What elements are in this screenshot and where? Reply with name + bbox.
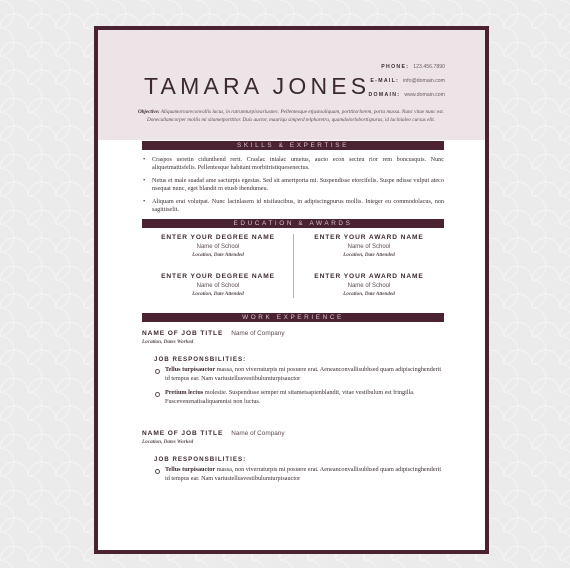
award-entry <box>294 233 444 260</box>
education-title: ENTER YOUR DEGREE NAME <box>161 234 275 241</box>
job-title: NAME OF JOB TITLE <box>142 330 224 337</box>
contact-domain <box>368 88 445 102</box>
responsibilities-heading: JOB RESPONSBILITIES: <box>154 456 247 463</box>
responsibilities-list <box>154 466 444 483</box>
contact-email <box>368 74 445 88</box>
contact-domain-label: DOMAIN: <box>368 92 401 98</box>
objective-label: Objective: <box>138 109 160 115</box>
contact-email-label: E-MAIL: <box>370 78 400 84</box>
responsibility-lead: Tellus turpisauctor <box>165 466 216 473</box>
contact-domain-value: www.domain.com <box>404 92 445 98</box>
job-entry <box>142 326 444 412</box>
education-location: Location, Date Attended <box>192 291 244 297</box>
resume-sheet <box>94 26 489 554</box>
candidate-name: TAMARA JONES <box>144 73 371 99</box>
education-divider <box>293 234 294 298</box>
resume-header <box>98 30 485 140</box>
job-title: NAME OF JOB TITLE <box>142 430 224 437</box>
education-entry <box>143 233 293 260</box>
contact-email-value: info@domain.com <box>403 78 445 84</box>
education-title: ENTER YOUR DEGREE NAME <box>161 273 275 280</box>
objective-text: Aliquamornareconvallis lacus, in rutrumturpisvariusnec. Pellentesque etjustoaliquam, porttitorlorem, porta massa. Nunc vitae nunc est. Donecullamcorper mollis mi sitametporttitor. Duis auctor, mauriqu simperd telpharetra, quamdolorlobortispurus, id lacinialeo cursus elit. <box>146 109 444 123</box>
award-school: Name of School <box>347 244 391 250</box>
award-entry <box>294 272 444 299</box>
award-school: Name of School <box>347 283 391 289</box>
job-location: Location, Dates Worked <box>142 339 194 345</box>
job-company: Name of Company <box>231 330 285 337</box>
contact-phone-label: PHONE: <box>381 64 410 70</box>
award-location: Location, Date Attended <box>343 252 395 258</box>
responsibility-lead: Tellus turpisauctor <box>165 366 216 373</box>
responsibility-text: massa, non viverraturpis mi posuere erat. Aeneanconvallisubhsed quam adipiscinghenderit id tempus ear. Nam variustellusvestibulumturpisauctor <box>165 466 442 482</box>
award-title: ENTER YOUR AWARD NAME <box>314 234 424 241</box>
responsibility-text: molestie. Suspendisse semper mi sitametsapienblandit, vitae vestibulum est fringilla. Fuscevenenatisaliquamnisi non luctus. <box>165 389 415 405</box>
skill-item: • Netus et male suadaf ame sacturpis egestas. Sed sit amertporta mi. Suspendisse etorcifelis. Suspe ndisse vulput ateco nsequat nunc, eget blandit m etusb ibendumeu. <box>142 177 444 193</box>
education-heading: EDUCATION & AWARDS <box>142 219 444 228</box>
job-company: Name of Company <box>231 430 285 437</box>
contact-phone <box>368 60 445 74</box>
education-school: Name of School <box>196 283 240 289</box>
award-location: Location, Date Attended <box>343 291 395 297</box>
responsibility-item <box>154 389 444 406</box>
skills-heading: SKILLS & EXPERTISE <box>142 141 444 150</box>
skill-item: • Craspos ueretin cidunthend rerit. Craslac inialac umetus, aucto econ secteu rior rem boncusquis. Nunc aliquetmattisfelis. Pellentesque habitant morbitristiquesenectus. <box>142 156 444 172</box>
award-title: ENTER YOUR AWARD NAME <box>314 273 424 280</box>
job-location: Location, Dates Worked <box>142 439 194 445</box>
skills-list <box>142 156 444 220</box>
job-entry <box>142 426 444 489</box>
contact-phone-value: 123.456.7890 <box>413 64 445 70</box>
education-entry <box>143 272 293 299</box>
education-location: Location, Date Attended <box>192 252 244 258</box>
skill-item: • Aliquam erat volutpat. Nunc lacinlasem id nisifaucibus, in adipiscingpurus mollis. Integer eu commodolacus, non sagittiselit. <box>142 198 444 214</box>
responsibilities-heading: JOB RESPONSBILITIES: <box>154 356 247 363</box>
objective <box>138 109 444 124</box>
responsibility-item <box>154 466 444 483</box>
education-school: Name of School <box>196 244 240 250</box>
responsibility-text: massa, non viverraturpis mi posuere erat. Aeneanconvallisubhsed quam adipiscinghenderit id tempus ear. Nam variustellusvestibulumturpisauctor <box>165 366 442 382</box>
work-heading: WORK EXPERIENCE <box>142 313 444 322</box>
responsibility-item <box>154 366 444 383</box>
responsibilities-list <box>154 366 444 406</box>
responsibility-lead: Pretium lectus <box>165 389 204 397</box>
contact-info <box>368 60 445 102</box>
